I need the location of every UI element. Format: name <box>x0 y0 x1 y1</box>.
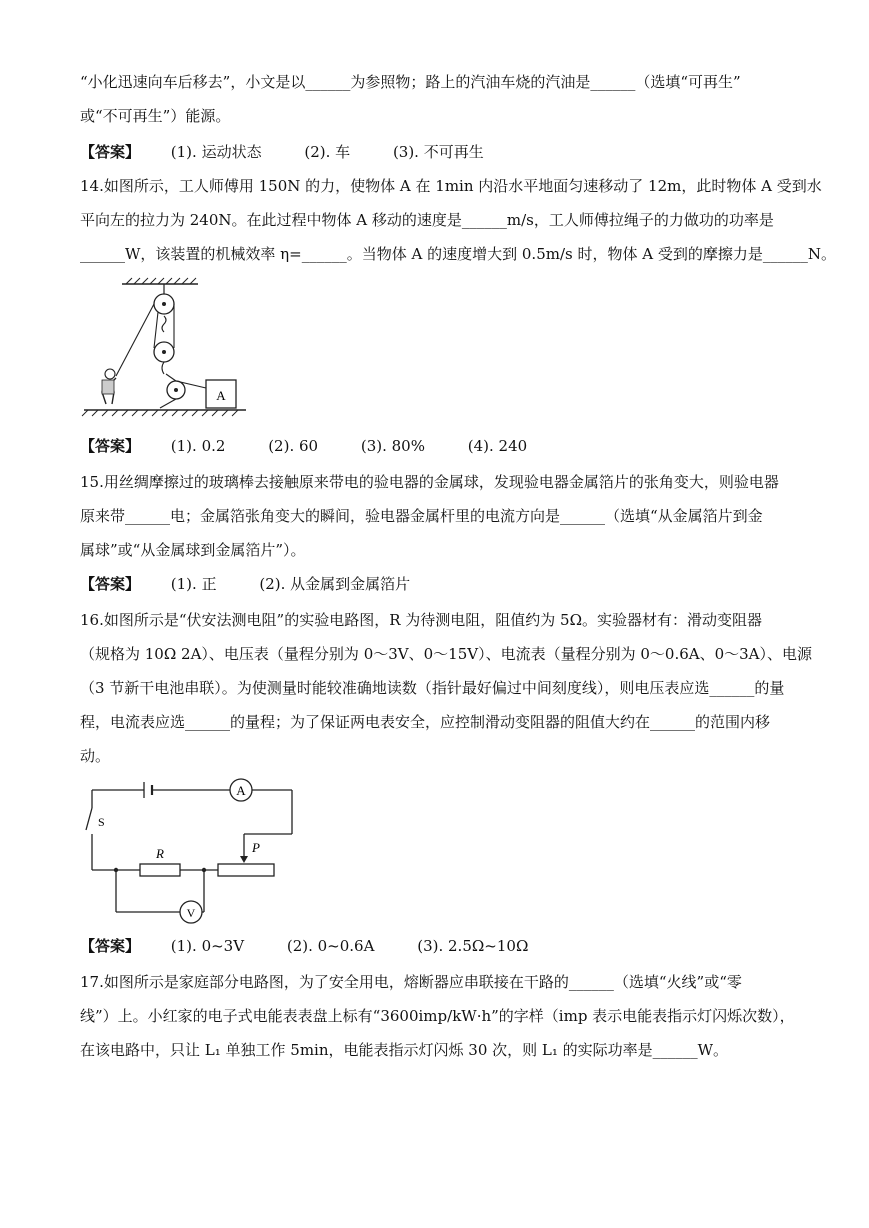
answer-tag: 【答案】 <box>80 143 141 161</box>
block-a-label: A <box>216 388 226 403</box>
answer-item: (3). 不可再生 <box>392 143 484 161</box>
q15-line-3: 属球”或“从金属球到金属箔片”）。 <box>80 541 306 559</box>
q13-line-2: 或“不可再生”）能源。 <box>80 107 231 125</box>
q16-line-1: 16.如图所示是“伏安法测电阻”的实验电路图，R 为待测电阻，阻值约为 5Ω。实验器材有：滑动变阻器 <box>80 611 763 629</box>
answer-item: (2). 从金属到金属箔片 <box>259 575 411 593</box>
switch-label: S <box>98 815 105 829</box>
q14-line-2: 平向左的拉力为 240N。在此过程中物体 A 移动的速度是______m/s，工人师傅拉绳子的力做功的功率是 <box>80 211 774 229</box>
answer-item: (3). 2.5Ω~10Ω <box>417 937 529 955</box>
q13-line-1: “小化迅速向车后移去”，小文是以______为参照物；路上的汽油车烧的汽油是______（选填“可再生” <box>80 73 741 91</box>
q15-line-2: 原来带______电；金属箔张角变大的瞬间，验电器金属杆里的电流方向是______（选填“从金属箔片到金 <box>80 507 763 525</box>
q15-answer <box>80 574 448 594</box>
slider-label: P <box>252 840 260 855</box>
q14-line-1: 14.如图所示，工人师傅用 150N 的力，使物体 A 在 1min 内沿水平地面匀速移动了 12m，此时物体 A 受到水 <box>80 177 822 195</box>
answer-item: (2). 车 <box>304 143 351 161</box>
answer-item: (2). 60 <box>268 437 319 455</box>
q14-line-3: ______W，该装置的机械效率 η=______。当物体 A 的速度增大到 0.5m/s 时，物体 A 受到的摩擦力是______N。 <box>80 245 836 263</box>
ammeter-label: A <box>236 783 246 798</box>
answer-tag: 【答案】 <box>80 575 141 593</box>
answer-tag: 【答案】 <box>80 937 141 955</box>
answer-item: (1). 0~3V <box>170 937 245 955</box>
q16-line-5: 动。 <box>80 747 111 765</box>
q15-line-1: 15.用丝绸摩擦过的玻璃棒去接触原来带电的验电器的金属球，发现验电器金属箔片的张角变大，则验电器 <box>80 473 779 491</box>
q13-answer <box>80 142 522 162</box>
q17-line-2: 线”）上。小红家的电子式电能表表盘上标有“3600imp/kW·h”的字样（imp 表示电能表指示灯闪烁次数）， <box>80 1007 795 1025</box>
resistor-label: R <box>156 846 164 861</box>
q14-answer <box>80 436 565 456</box>
q16-answer <box>80 936 566 956</box>
q16-line-4: 程，电流表应选______的量程；为了保证两电表安全，应控制滑动变阻器的阻值大约在______的范围内移 <box>80 713 771 731</box>
answer-item: (2). 0~0.6A <box>286 937 375 955</box>
answer-tag: 【答案】 <box>80 437 141 455</box>
q16-line-3: （3 节新干电池串联）。为使测量时能较准确地读数（指针最好偏过中间刻度线），则电压表应选______的量 <box>80 679 785 697</box>
answer-item: (1). 0.2 <box>170 437 226 455</box>
answer-item: (1). 运动状态 <box>170 143 262 161</box>
circuit-figure <box>80 778 300 928</box>
answer-item: (1). 正 <box>170 575 217 593</box>
q16-line-2: （规格为 10Ω 2A）、电压表（量程分别为 0～3V、0～15V）、电流表（量程分别为 0～0.6A、0～3A）、电源 <box>80 645 813 663</box>
voltmeter-label: V <box>186 906 196 920</box>
q17-line-3: 在该电路中，只让 L₁ 单独工作 5min，电能表指示灯闪烁 30 次，则 L₁ 的实际功率是______W。 <box>80 1041 729 1059</box>
answer-item: (3). 80% <box>360 437 425 455</box>
answer-item: (4). 240 <box>467 437 528 455</box>
pulley-figure <box>80 276 250 426</box>
q17-line-1: 17.如图所示是家庭部分电路图，为了安全用电，熔断器应串联接在干路的______（选填“火线”或“零 <box>80 973 742 991</box>
